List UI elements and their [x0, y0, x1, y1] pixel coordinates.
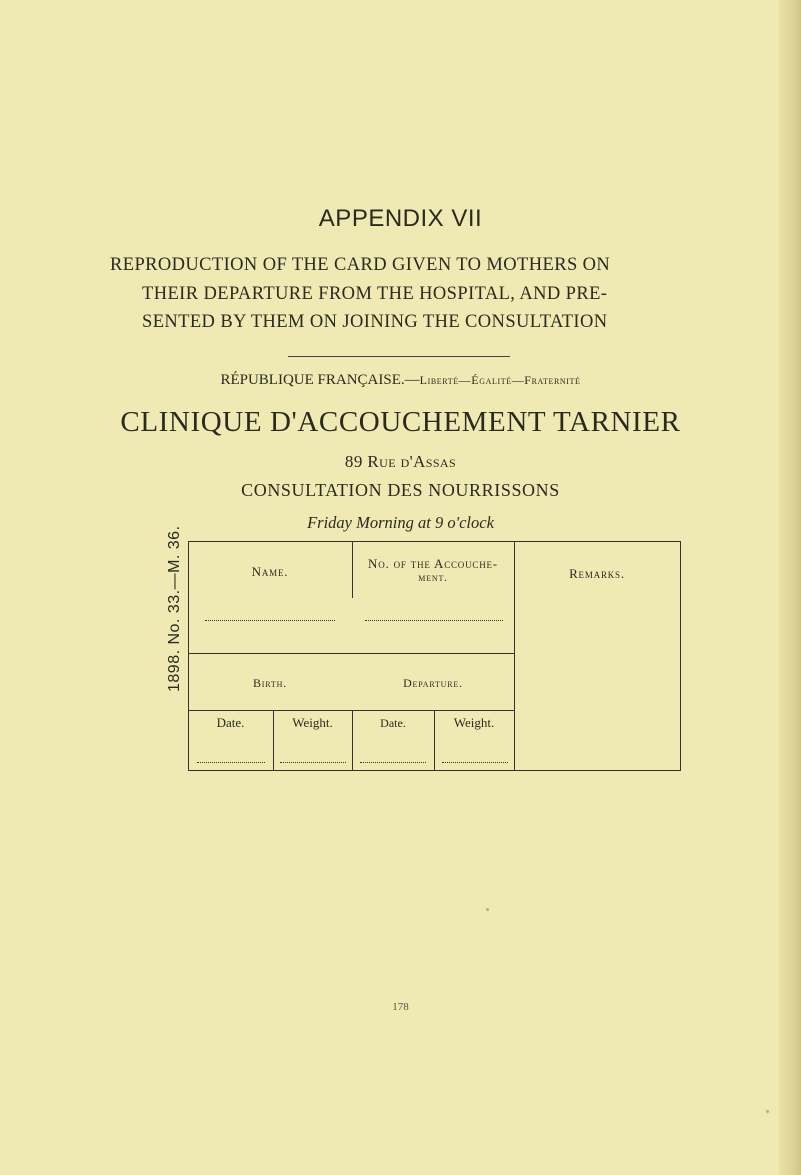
- table-right-border: [680, 541, 681, 771]
- motto: Liberté—Égalité—Fraternité: [419, 373, 581, 387]
- departure-header: Departure.: [403, 676, 463, 690]
- birth-weight-label: Weight.: [292, 715, 333, 730]
- name-header: Name.: [251, 564, 289, 579]
- birth-row-top-border: [188, 653, 515, 654]
- table-top-border: [188, 541, 681, 542]
- section-divider: [288, 356, 510, 357]
- clinic-address: [0, 452, 801, 472]
- heading-line-2: THEIR DEPARTURE FROM THE HOSPITAL, AND PRE-: [142, 284, 608, 304]
- republique-line: [0, 372, 801, 389]
- birth-weight-entry-line: [280, 762, 346, 763]
- heading-line-1: REPRODUCTION OF THE CARD GIVEN TO MOTHERS ON: [110, 255, 611, 275]
- heading-line-3: SENTED BY THEM ON JOINING THE CONSULTATION: [142, 312, 608, 332]
- departure-date-entry-line: [360, 762, 426, 763]
- paper-spot: [486, 908, 489, 911]
- accouchement-header-line-1: No. of the Accouche-: [368, 556, 498, 571]
- clinic-name: CLINIQUE D'ACCOUCHEMENT TARNIER: [120, 406, 681, 438]
- departure-date-label: Date.: [380, 716, 406, 730]
- paper-spot: [766, 1110, 769, 1113]
- address-number: 89: [344, 452, 363, 471]
- departure-weight-label: Weight.: [453, 715, 495, 730]
- accouchement-header: [352, 557, 514, 585]
- address-street: Rue d'Assas: [367, 452, 457, 471]
- side-note-text: 1898. No. 33.—M. 36.: [166, 525, 183, 692]
- republique-label: RÉPUBLIQUE FRANÇAISE.—: [220, 372, 420, 388]
- page-number: 178: [392, 1001, 409, 1013]
- appendix-title: APPENDIX VII: [318, 205, 483, 232]
- consultation-title: CONSULTATION DES NOURRISSONS: [241, 480, 560, 500]
- consultation-schedule: Friday Morning at 9 o'clock: [307, 513, 494, 532]
- page-edge-shadow: [779, 0, 801, 1175]
- departure-weight-entry-line: [442, 762, 508, 763]
- accouchement-entry-line: [365, 620, 503, 621]
- birth-date-entry-line: [197, 762, 265, 763]
- name-entry-line: [205, 620, 335, 621]
- accouchement-header-line-2: ment.: [418, 572, 448, 584]
- birth-date-label: Date.: [216, 715, 245, 730]
- remarks-header: Remarks.: [569, 566, 625, 581]
- birth-header: Birth.: [253, 676, 287, 690]
